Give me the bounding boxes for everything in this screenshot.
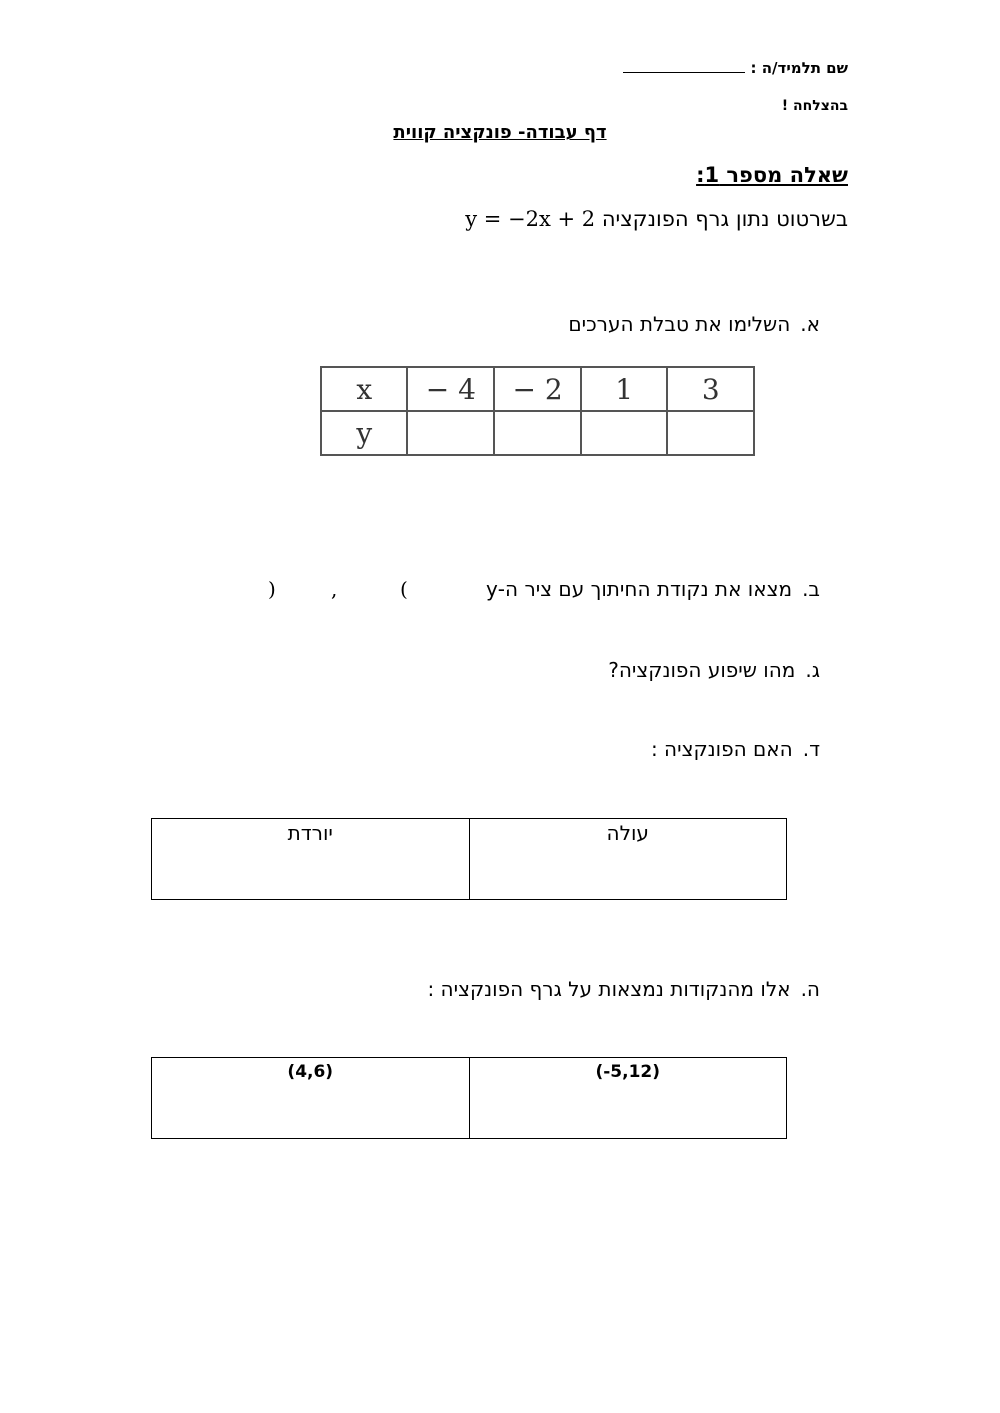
x-value-cell: 3 — [667, 367, 754, 411]
item-c-letter: ג. — [805, 658, 820, 682]
y-answer-cell[interactable] — [667, 411, 754, 455]
item-c — [608, 658, 820, 682]
x-value-cell: 1 — [581, 367, 668, 411]
item-d — [651, 737, 820, 761]
worksheet-title: דף עבודה- פונקציה קווית — [393, 122, 607, 143]
x-header-cell: x — [321, 367, 407, 411]
item-c-text: מהו שיפוע הפונקציה? — [608, 658, 796, 682]
function-formula: y = −2x + 2 — [465, 207, 596, 231]
x-value-cell: − 4 — [407, 367, 494, 411]
y-answer-cell[interactable] — [581, 411, 668, 455]
point-option-4-6[interactable]: (4,6) — [152, 1058, 470, 1138]
student-name-label: שם תלמיד/ה : — [750, 59, 848, 77]
item-a-letter: א. — [800, 312, 820, 336]
option-increasing[interactable]: עולה — [606, 821, 649, 845]
question-intro — [465, 207, 848, 231]
option-decreasing[interactable]: יורדת — [152, 819, 470, 899]
item-a — [568, 312, 820, 336]
item-e-letter: ה. — [800, 977, 820, 1001]
item-b-letter: ב. — [802, 577, 820, 601]
item-e-text: אלו מהנקודות נמצאות על גרף הפונקציה : — [427, 977, 791, 1001]
intersection-paren-close: ) — [268, 577, 276, 601]
direction-choice-box — [151, 818, 787, 900]
y-header-cell: y — [321, 411, 407, 455]
intro-text: בשרטוט נתון גרף הפונקציה — [601, 207, 848, 231]
value-table — [320, 366, 755, 456]
student-name-blank[interactable] — [623, 58, 745, 73]
question-heading: שאלה מספר 1: — [696, 163, 848, 187]
student-name-line — [623, 58, 848, 77]
intersection-paren-open: ( — [400, 577, 408, 601]
good-luck-text: בהצלחה ! — [781, 98, 848, 114]
value-table-row-x — [321, 367, 754, 411]
y-answer-cell[interactable] — [407, 411, 494, 455]
item-e — [427, 977, 820, 1001]
item-b — [486, 577, 820, 601]
x-value-cell: − 2 — [494, 367, 581, 411]
point-option-minus5-12[interactable]: (-5,12) — [595, 1062, 661, 1082]
item-a-text: השלימו את טבלת הערכים — [568, 312, 791, 336]
item-b-text: מצאו את נקודת החיתוך עם ציר ה-y — [485, 577, 793, 601]
y-answer-cell[interactable] — [494, 411, 581, 455]
points-choice-box — [151, 1057, 787, 1139]
value-table-row-y — [321, 411, 754, 455]
item-d-text: האם הפונקציה : — [650, 737, 793, 761]
intersection-comma: , — [331, 577, 338, 601]
item-d-letter: ד. — [802, 737, 820, 761]
